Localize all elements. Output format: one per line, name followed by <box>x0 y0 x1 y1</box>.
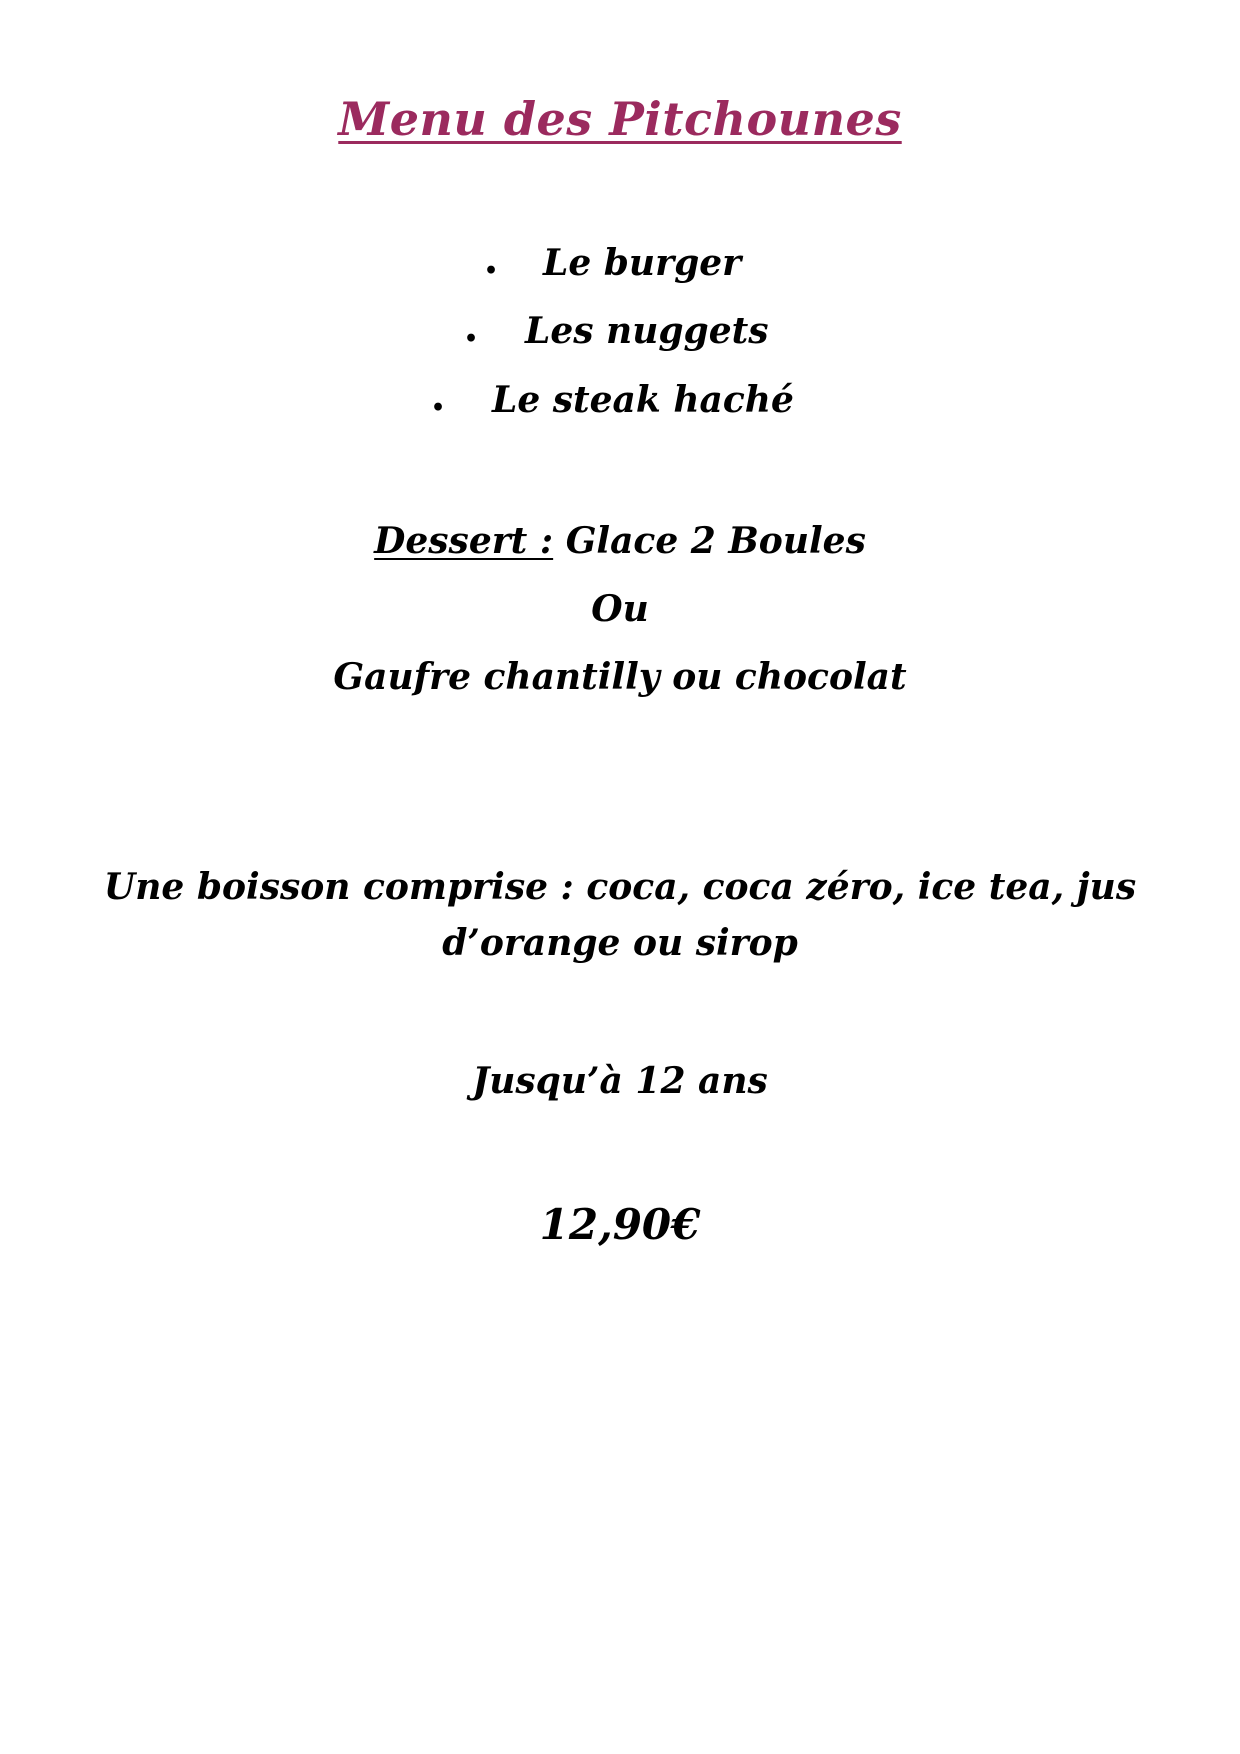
age-limit: Jusqu’à 12 ans <box>472 1060 768 1102</box>
dessert-label: Dessert : <box>374 520 554 562</box>
dessert-second-option: Gaufre chantilly ou chocolat <box>333 656 907 698</box>
dish-nuggets: Les nuggets <box>525 310 769 352</box>
drink-line-1: Une boisson comprise : coca, coca zéro, ice tea, jus <box>103 866 1137 908</box>
bullet-icon: • <box>431 395 446 421</box>
dessert-or: Ou <box>591 588 649 630</box>
dish-burger: Le burger <box>543 242 742 284</box>
dessert-line <box>0 520 1240 562</box>
dessert-first-option: Glace 2 Boules <box>565 520 866 562</box>
bullet-icon: • <box>484 258 499 284</box>
dish-steak: Le steak haché <box>492 379 794 421</box>
bullet-icon: • <box>464 326 479 352</box>
drink-line-2: d’orange ou sirop <box>442 922 798 964</box>
menu-title: Menu des Pitchounes <box>338 92 902 146</box>
price: 12,90€ <box>539 1200 701 1249</box>
